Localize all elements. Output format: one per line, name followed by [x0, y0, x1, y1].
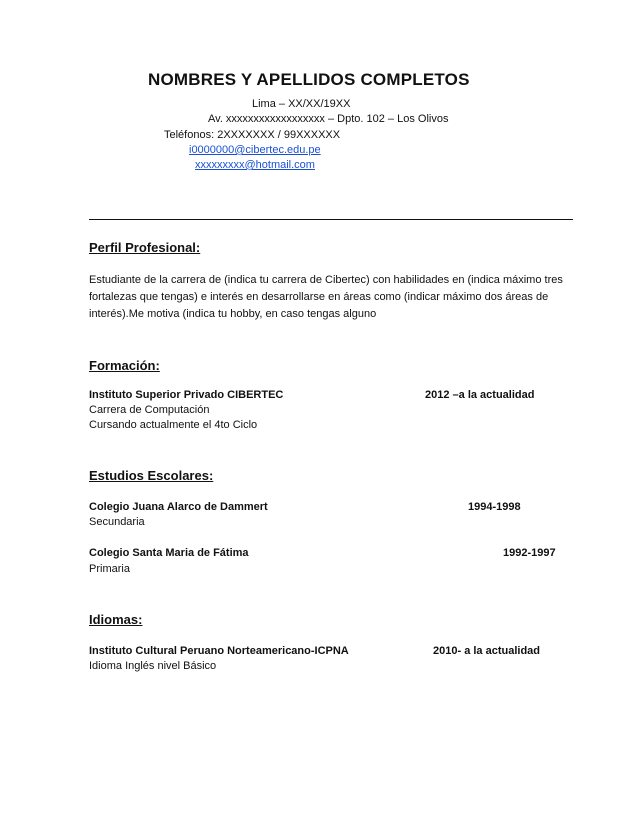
perfil-title: Perfil Profesional:	[89, 240, 201, 255]
estudios-period2: 1992-1997	[503, 547, 556, 559]
email-hotmail-link[interactable]: xxxxxxxxx@hotmail.com	[195, 159, 315, 171]
address: Av. xxxxxxxxxxxxxxxxxx – Dpto. 102 – Los Olivos	[208, 113, 449, 125]
formacion-institution: Instituto Superior Privado CIBERTEC	[89, 389, 284, 401]
estudios-title: Estudios Escolares:	[89, 468, 214, 483]
formacion-cycle: Cursando actualmente el 4to Ciclo	[89, 419, 258, 431]
estudios-school1: Colegio Juana Alarco de Dammert	[89, 501, 268, 513]
formacion-period: 2012 –a la actualidad	[425, 389, 535, 401]
estudios-school2: Colegio Santa Maria de Fátima	[89, 547, 249, 559]
email-cibertec-link[interactable]: i0000000@cibertec.edu.pe	[189, 144, 321, 156]
header-divider	[89, 219, 573, 220]
perfil-text: Estudiante de la carrera de (indica tu carrera de Cibertec) con habilidades en (indica máximo tres fortalezas que tengas) e interés en desarrollarse en áreas como (indicar máximo dos áreas de interés).Me motiva (indica tu hobby, en caso tengas alguno	[89, 274, 563, 320]
formacion-title: Formación:	[89, 358, 160, 373]
estudios-level1: Secundaria	[89, 516, 145, 528]
phones: Teléfonos: 2XXXXXXX / 99XXXXXX	[164, 129, 341, 141]
estudios-period1: 1994-1998	[468, 501, 521, 513]
idiomas-period: 2010- a la actualidad	[433, 645, 540, 657]
idiomas-level: Idioma Inglés nivel Básico	[89, 660, 217, 672]
full-name-heading: NOMBRES Y APELLIDOS COMPLETOS	[148, 70, 470, 89]
idiomas-title: Idiomas:	[89, 612, 143, 627]
idiomas-institution: Instituto Cultural Peruano Norteamericano-ICPNA	[89, 645, 349, 657]
estudios-level2: Primaria	[89, 563, 130, 575]
city-date: Lima – XX/XX/19XX	[252, 98, 351, 110]
formacion-career: Carrera de Computación	[89, 404, 210, 416]
